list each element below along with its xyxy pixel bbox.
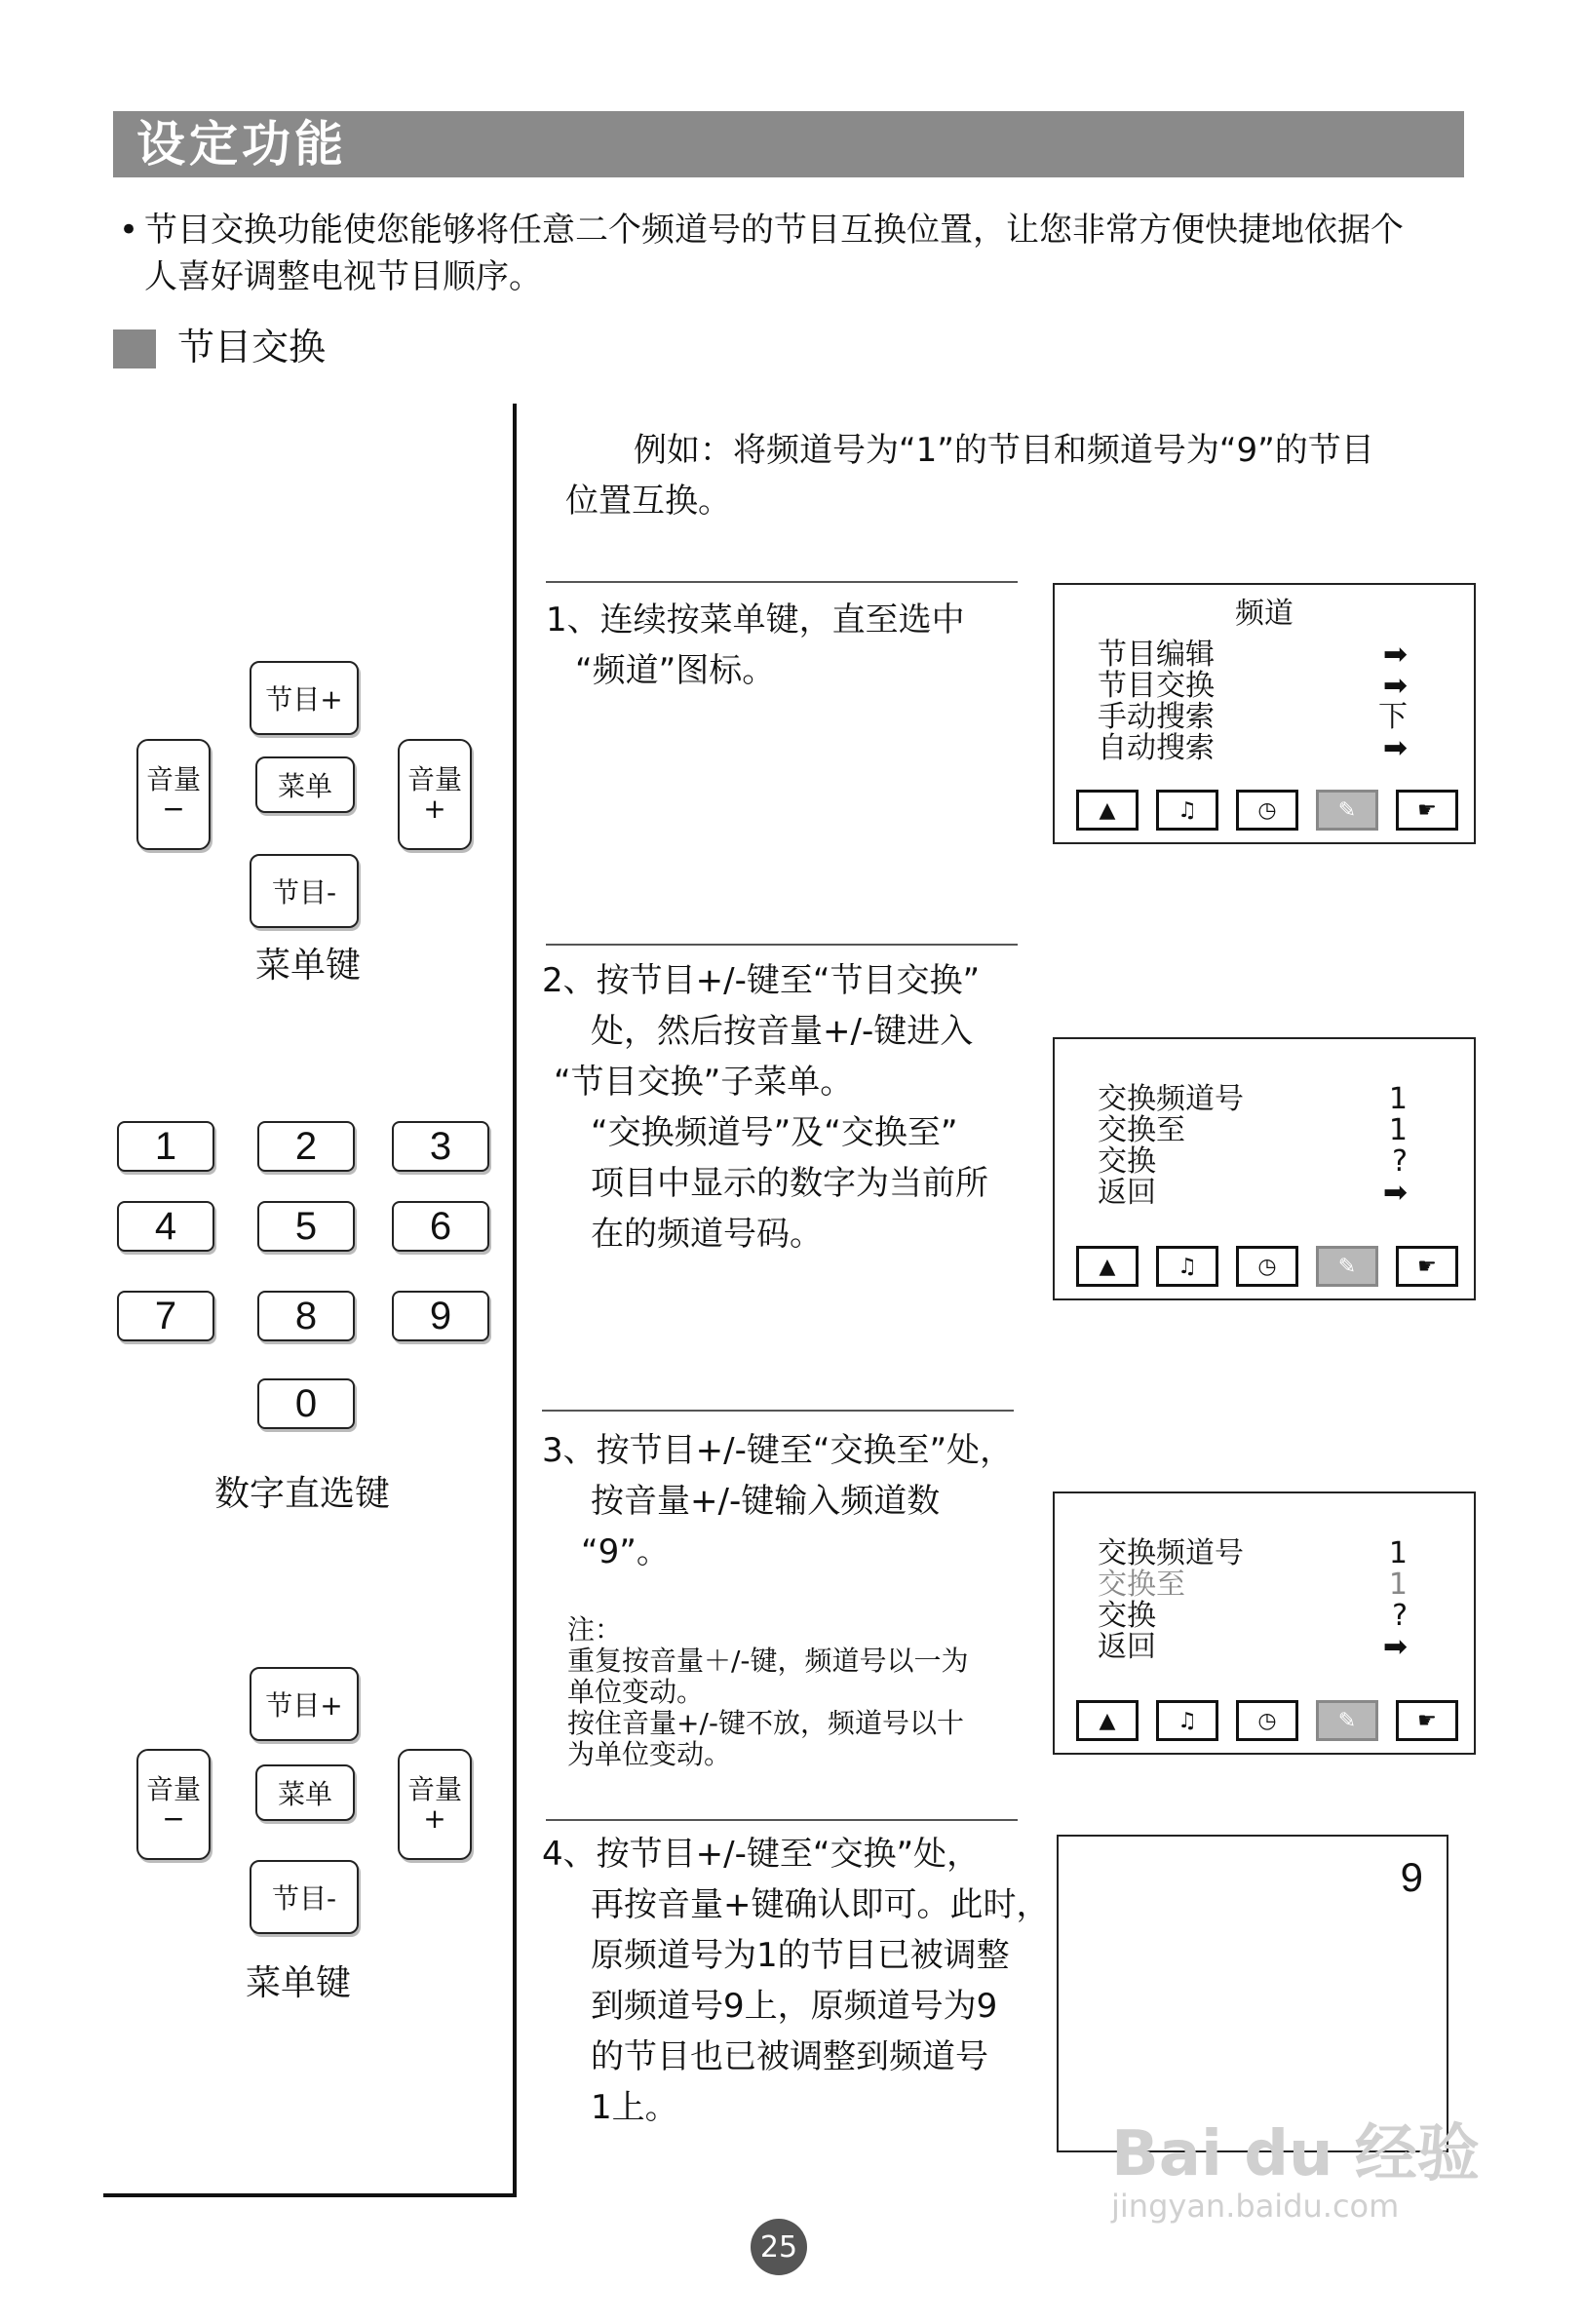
menu-row: 手动搜索 下 xyxy=(1098,700,1408,734)
volume-plus-button[interactable]: 音量 + xyxy=(398,1749,472,1860)
note-line: 注： xyxy=(567,1613,623,1646)
digit-9-button[interactable]: 9 xyxy=(392,1291,489,1341)
note-line: 为单位变动。 xyxy=(567,1738,732,1770)
step-2-line: “节目交换”子菜单。 xyxy=(554,1063,854,1102)
step-3 xyxy=(542,1425,1068,1577)
channel-number: 9 xyxy=(1400,1854,1423,1900)
menu-keys-caption: 菜单键 xyxy=(246,1963,352,2003)
step-divider xyxy=(546,944,1018,946)
digit-2-button[interactable]: 2 xyxy=(257,1121,355,1172)
sound-icon: ♫ xyxy=(1156,1700,1218,1741)
digit-8-button[interactable]: 8 xyxy=(257,1291,355,1341)
step-1 xyxy=(546,595,1014,696)
program-up-button[interactable]: 节目+ xyxy=(250,661,359,735)
tv-menu-screen-channel xyxy=(1053,583,1476,844)
step-divider xyxy=(542,1410,1014,1412)
program-down-button[interactable]: 节目- xyxy=(250,854,359,928)
clock-icon: ◷ xyxy=(1236,1700,1298,1741)
volume-minus-button[interactable]: 音量 − xyxy=(136,739,211,850)
step-1-line: 1、连续按菜单键，直至选中 xyxy=(546,600,965,639)
intro-line-1: 节目交换功能使您能够将任意二个频道号的节目互换位置，让您非常方便快捷地依据个 xyxy=(144,211,1404,250)
step-2-line: 处，然后按音量+/-键进入 xyxy=(591,1012,974,1051)
digit-5-button[interactable]: 5 xyxy=(257,1201,355,1252)
feature-icon: ✎ xyxy=(1316,1700,1378,1741)
menu-row: 节目交换 ➡ xyxy=(1098,669,1408,703)
digit-0-button[interactable]: 0 xyxy=(257,1378,355,1429)
tv-menu-screen-swap-to xyxy=(1053,1491,1476,1755)
menu-row: 交换 ? xyxy=(1098,1599,1408,1633)
step-4-line: 4、按节目+/-键至“交换”处， xyxy=(542,1835,981,1874)
example-line-1: 例如：将频道号为“1”的节目和频道号为“9”的节目 xyxy=(634,431,1374,470)
menu-title: 频道 xyxy=(1235,597,1293,631)
menu-row: 返回 ➡ xyxy=(1098,1176,1408,1210)
channel-icon: ☛ xyxy=(1396,1246,1458,1287)
digit-1-button[interactable]: 1 xyxy=(117,1121,214,1172)
step-4-line: 1上。 xyxy=(591,2088,678,2127)
menu-icon-bar xyxy=(1076,1246,1458,1285)
menu-row: 节目编辑 ➡ xyxy=(1098,638,1408,672)
menu-row: 交换至 1 xyxy=(1098,1113,1408,1147)
step-divider xyxy=(546,1819,1018,1821)
step-2-line: 项目中显示的数字为当前所 xyxy=(591,1164,988,1203)
step-1-line: “频道”图标。 xyxy=(575,651,776,690)
step-2 xyxy=(542,955,1049,1259)
step-4 xyxy=(542,1829,1068,2133)
step-2-line: 在的频道号码。 xyxy=(591,1215,823,1254)
step-4-line: 到频道号9上，原频道号为9 xyxy=(591,1987,998,2026)
note-line: 单位变动。 xyxy=(567,1676,705,1708)
digit-3-button[interactable]: 3 xyxy=(392,1121,489,1172)
picture-icon: ▲ xyxy=(1076,1246,1139,1287)
page-number: 25 xyxy=(751,2219,807,2275)
channel-icon: ☛ xyxy=(1396,790,1458,831)
number-keys-caption: 数字直选键 xyxy=(214,1474,391,1514)
menu-icon-bar xyxy=(1076,790,1458,829)
bullet-icon: • xyxy=(119,211,139,250)
example-paragraph xyxy=(565,425,1482,526)
step-3-line: 3、按节目+/-键至“交换至”处， xyxy=(542,1431,1014,1470)
program-down-button[interactable]: 节目- xyxy=(250,1860,359,1934)
section-banner xyxy=(113,111,1464,177)
sound-icon: ♫ xyxy=(1156,1246,1218,1287)
example-line-2: 位置互换。 xyxy=(565,482,731,521)
menu-row: 返回 ➡ xyxy=(1098,1630,1408,1664)
note-line: 按住音量+/-键不放，频道号以十 xyxy=(567,1707,964,1739)
volume-plus-button[interactable]: 音量 + xyxy=(398,739,472,850)
intro-line-2: 人喜好调整电视节目顺序。 xyxy=(144,257,542,296)
picture-icon: ▲ xyxy=(1076,790,1139,831)
menu-icon-bar xyxy=(1076,1700,1458,1739)
menu-row: 交换 ? xyxy=(1098,1144,1408,1179)
menu-row: 交换频道号 1 xyxy=(1098,1082,1408,1116)
section-marker-icon xyxy=(113,329,156,368)
picture-icon: ▲ xyxy=(1076,1700,1139,1741)
watermark-logo: Bai du 经验 xyxy=(1111,2118,1480,2190)
clock-icon: ◷ xyxy=(1236,790,1298,831)
note-block xyxy=(567,1614,1055,1770)
menu-row: 交换频道号 1 xyxy=(1098,1536,1408,1570)
step-4-line: 再按音量+键确认即可。此时， xyxy=(591,1885,1050,1924)
bottom-rule xyxy=(103,2193,517,2197)
step-4-line: 的节目也已被调整到频道号 xyxy=(591,2037,988,2076)
menu-button[interactable]: 菜单 xyxy=(255,1764,355,1821)
column-divider xyxy=(513,404,517,2197)
step-divider xyxy=(546,581,1018,583)
volume-minus-button[interactable]: 音量 − xyxy=(136,1749,211,1860)
intro-paragraph xyxy=(119,207,1484,300)
step-3-line: “9”。 xyxy=(581,1532,670,1571)
note-line: 重复按音量＋/-键，频道号以一为 xyxy=(567,1645,969,1677)
watermark-url: jingyan.baidu.com xyxy=(1111,2188,1400,2225)
digit-4-button[interactable]: 4 xyxy=(117,1201,214,1252)
feature-icon: ✎ xyxy=(1316,790,1378,831)
feature-icon: ✎ xyxy=(1316,1246,1378,1287)
menu-button[interactable]: 菜单 xyxy=(255,756,355,813)
menu-row-selected: 交换至 1 xyxy=(1098,1568,1408,1602)
section-title: 节目交换 xyxy=(177,326,327,368)
step-3-line: 按音量+/-键输入频道数 xyxy=(591,1482,941,1521)
program-up-button[interactable]: 节目+ xyxy=(250,1667,359,1741)
menu-keys-caption: 菜单键 xyxy=(255,946,362,986)
channel-icon: ☛ xyxy=(1396,1700,1458,1741)
digit-6-button[interactable]: 6 xyxy=(392,1201,489,1252)
digit-7-button[interactable]: 7 xyxy=(117,1291,214,1341)
step-4-line: 原频道号为1的节目已被调整 xyxy=(591,1936,1010,1975)
menu-row: 自动搜索 ➡ xyxy=(1098,731,1408,765)
tv-menu-screen-swap xyxy=(1053,1037,1476,1300)
page-title: 设定功能 xyxy=(136,116,347,173)
clock-icon: ◷ xyxy=(1236,1246,1298,1287)
step-2-line: 2、按节目+/-键至“节目交换” xyxy=(542,961,981,1000)
step-2-line: “交换频道号”及“交换至” xyxy=(591,1113,958,1152)
sound-icon: ♫ xyxy=(1156,790,1218,831)
